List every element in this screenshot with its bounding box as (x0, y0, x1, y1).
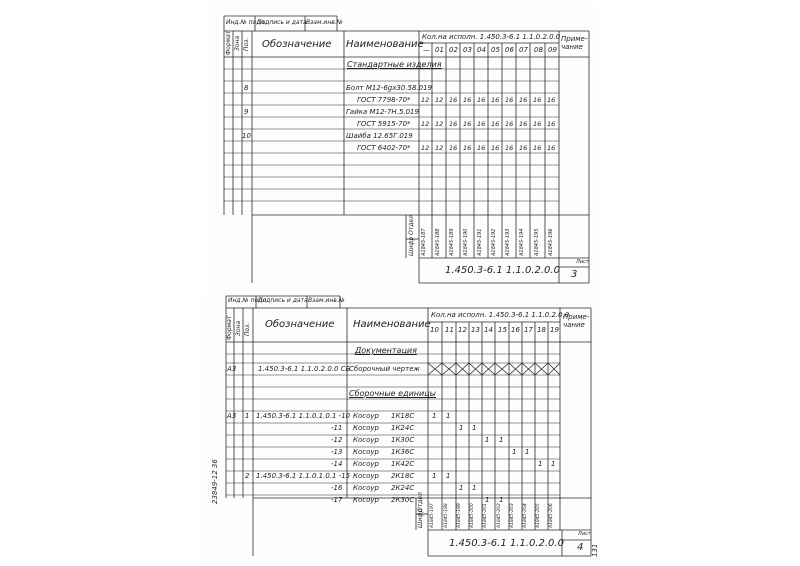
row-designation: 1.450.3-6.1 1.1.0.1.0.1 -15 (256, 472, 351, 480)
stamp-cipher-label: Шифр (408, 236, 415, 256)
qty-cell: 16 (449, 96, 458, 104)
qty-cell: 12 (435, 96, 444, 104)
row-2-name: Гайка М12-7Н.5.019 (346, 108, 419, 116)
row-mark: 1К30С (391, 436, 415, 444)
row-pos: 1 (245, 412, 250, 420)
qty-cell: 16 (533, 144, 542, 152)
qty-cell: 16 (533, 96, 542, 104)
doc-row-format: А3 (227, 365, 237, 373)
section-assembly-units: Сборочные единицы (349, 389, 436, 398)
cipher-code: А1845-203 (510, 503, 515, 528)
qty-cell: 1 (499, 496, 504, 504)
qty-cell: 16 (519, 120, 528, 128)
row-3-standard: ГОСТ 6402-70* (357, 144, 411, 152)
variant-12: 12 (458, 326, 467, 334)
variant-10: 10 (430, 326, 439, 334)
corner-mark: 131 (591, 543, 599, 557)
qty-cell: 16 (463, 120, 472, 128)
row-2-standard: ГОСТ 5915-70* (357, 120, 411, 128)
qty-cell: 12 (435, 120, 444, 128)
sheet-label: Лист (576, 259, 589, 265)
note-header: Приме- чание (561, 35, 588, 51)
qty-cell: 1 (472, 484, 477, 492)
qty-cell: 1 (538, 460, 543, 468)
variant-18: 18 (537, 326, 546, 334)
qty-cell: 1 (512, 448, 517, 456)
row-designation: -12 (331, 436, 343, 444)
variant-11: 11 (445, 326, 454, 334)
cipher-code: А1845-198 (444, 503, 449, 528)
qty-cell: 16 (449, 120, 458, 128)
qty-cell: 16 (463, 96, 472, 104)
qty-cell: 1 (499, 436, 504, 444)
cipher-code: А1845-195 (534, 228, 540, 256)
row-mark: 1К42С (391, 460, 415, 468)
cipher-code: А1845-200 (470, 503, 475, 528)
qty-cell: 16 (547, 96, 556, 104)
stamp-label-replace: Взам.инв.№ (308, 297, 345, 304)
cipher-code: А1845-194 (519, 228, 525, 256)
row-mark: 2К30С (391, 496, 415, 504)
stamp-label-sign: Подпись и дата (258, 297, 308, 304)
variant-4: 04 (477, 46, 486, 54)
qty-cell: 1 (459, 484, 464, 492)
side-label-pos: Поз. (244, 322, 251, 336)
row-name: Косоур (353, 448, 379, 456)
qty-cell: 16 (477, 144, 486, 152)
col-name: Наименование (346, 39, 424, 50)
qty-header: Кол.на исполн. 1.450.3-6.1 1.1.0.2.0.0 (422, 33, 561, 41)
variant-3: 03 (463, 46, 472, 54)
stamp-label-inv: Инд.№ подл. (226, 19, 267, 26)
section-standard-items: Стандартные изделия (347, 60, 442, 69)
qty-cell: 1 (485, 436, 490, 444)
qty-cell: 1 (446, 412, 451, 420)
note-header: Приме- чание (563, 313, 590, 329)
variant-16: 16 (511, 326, 520, 334)
cipher-code: А1845-188 (435, 228, 441, 256)
row-name: Косоур (353, 436, 379, 444)
row-mark: 1К18С (391, 412, 415, 420)
qty-cell: 12 (435, 144, 444, 152)
row-designation: -14 (331, 460, 343, 468)
col-name: Наименование (353, 319, 431, 330)
stamp-cipher-label: Шифр (417, 508, 424, 528)
qty-cell: 16 (505, 120, 514, 128)
cipher-code: А1845-196 (548, 228, 554, 256)
qty-header: Кол.на исполн. 1.450.3-6.1 1.1.0.2.0.0 (431, 311, 570, 319)
variant-1: 01 (435, 46, 444, 54)
qty-cell: 16 (519, 144, 528, 152)
qty-cell: 16 (449, 144, 458, 152)
row-designation: -16 (331, 484, 343, 492)
variant-6: 06 (505, 46, 514, 54)
stamp-dept-label: Отдел (408, 215, 415, 235)
doc-row-designation: 1.450.3-6.1 1.1.0.2.0.0 СБ (258, 365, 351, 373)
qty-cell: 16 (463, 144, 472, 152)
qty-cell: 1 (525, 448, 530, 456)
row-mark: 1К24С (391, 424, 415, 432)
qty-cell: 16 (519, 96, 528, 104)
row-pos: 2 (245, 472, 250, 480)
cipher-code: А1845-191 (477, 228, 483, 256)
row-3-name: Шайба 12.65Г.019 (346, 132, 413, 140)
qty-cell: 12 (421, 144, 430, 152)
variant-7: 07 (519, 46, 528, 54)
cipher-code: А1845-199 (457, 503, 462, 528)
qty-cell: 16 (477, 120, 486, 128)
qty-cell: 12 (421, 120, 430, 128)
sheet-number: 3 (571, 269, 578, 280)
row-designation: -13 (331, 448, 343, 456)
side-label-zone: Зона (234, 35, 241, 51)
qty-cell: 1 (472, 424, 477, 432)
row-designation: 1.450.3-6.1 1.1.0.1.0.1 -10 (256, 412, 351, 420)
sheet-label: Лист (578, 531, 591, 537)
side-label-zone: Зона (235, 320, 242, 336)
qty-cell: 16 (477, 96, 486, 104)
document-number: 1.450.3-6.1 1.1.0.2.0.0 (445, 265, 560, 276)
cipher-code: А1845-202 (497, 503, 502, 528)
row-designation: -11 (331, 424, 343, 432)
cipher-code: А1845-206 (549, 503, 554, 528)
row-1-name: Болт М12-6gх30.58.019 (346, 84, 432, 92)
variant-15: 15 (498, 326, 507, 334)
side-label-format: Формат (225, 30, 232, 55)
cipher-code: А1845-193 (505, 228, 511, 256)
qty-cell: 16 (491, 120, 500, 128)
qty-cell: 16 (547, 120, 556, 128)
cipher-code: А1845-192 (491, 228, 497, 256)
variant-9: 09 (548, 46, 557, 54)
stamp-dept-label: Отдел (417, 492, 424, 512)
cipher-code: А1845-201 (483, 503, 488, 528)
cipher-code: А1845-190 (463, 228, 469, 256)
stamp-label-inv: Инд.№ подл. (228, 297, 269, 304)
document-number: 1.450.3-6.1 1.1.0.2.0.0 (449, 538, 564, 549)
qty-cell: 1 (446, 472, 451, 480)
row-name: Косоур (353, 484, 379, 492)
variant-0: — (423, 46, 430, 54)
row-mark: 1К36С (391, 448, 415, 456)
qty-cell: 1 (551, 460, 556, 468)
sheet-2 (203, 292, 600, 564)
col-designation: Обозначение (265, 319, 335, 330)
qty-cell: 16 (491, 144, 500, 152)
qty-cell: 16 (505, 96, 514, 104)
qty-cell: 1 (432, 412, 437, 420)
row-format: А3 (227, 412, 237, 420)
sheet-1 (207, 3, 597, 291)
qty-cell: 1 (432, 472, 437, 480)
variant-5: 05 (491, 46, 500, 54)
row-designation: -17 (331, 496, 343, 504)
variant-17: 17 (524, 326, 533, 334)
row-mark: 2К18С (391, 472, 415, 480)
cipher-code: А1845-204 (523, 503, 528, 528)
row-1-standard: ГОСТ 7798-70* (357, 96, 411, 104)
sheet-number: 4 (577, 542, 584, 553)
row-name: Косоур (353, 460, 379, 468)
qty-cell: 12 (421, 96, 430, 104)
section-documentation: Документация (355, 346, 417, 355)
variant-13: 13 (471, 326, 480, 334)
doc-row-name: Сборочный чертеж (349, 365, 420, 373)
stamp-label-replace: Взам.инв.№ (306, 19, 343, 26)
qty-cell: 16 (533, 120, 542, 128)
stamp-label-sign: Подпись и дата (257, 19, 307, 26)
side-label-pos: Поз. (243, 37, 250, 51)
qty-cell: 16 (547, 144, 556, 152)
row-2-pos: 9 (244, 108, 249, 116)
cipher-code: А1845-187 (421, 228, 427, 256)
variant-8: 08 (534, 46, 543, 54)
side-label-format: Формат (226, 315, 233, 340)
qty-cell: 1 (459, 424, 464, 432)
qty-cell: 1 (485, 496, 490, 504)
cipher-code: А1845-197 (430, 503, 435, 528)
variant-19: 19 (550, 326, 559, 334)
variant-2: 02 (449, 46, 458, 54)
row-3-pos: 10 (242, 132, 251, 140)
row-name: Косоур (353, 412, 379, 420)
variant-14: 14 (484, 326, 493, 334)
row-name: Косоур (353, 424, 379, 432)
qty-cell: 16 (505, 144, 514, 152)
row-name: Косоур (353, 496, 379, 504)
margin-stamp: 23849-12 36 (211, 459, 219, 504)
col-designation: Обозначение (262, 39, 332, 50)
row-mark: 2К24С (391, 484, 415, 492)
qty-cell: 16 (491, 96, 500, 104)
cipher-code: А1845-205 (536, 503, 541, 528)
cipher-code: А1845-189 (449, 228, 455, 256)
row-name: Косоур (353, 472, 379, 480)
row-1-pos: 8 (244, 84, 249, 92)
